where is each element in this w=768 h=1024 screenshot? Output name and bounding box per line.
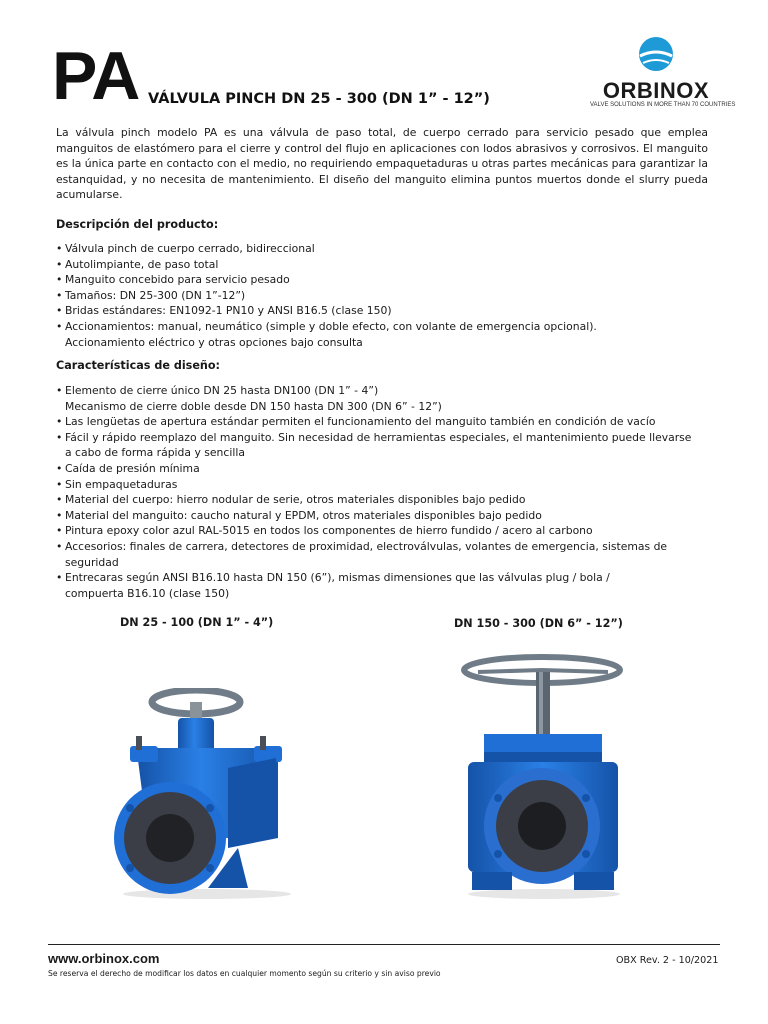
list-item: • Sin empaquetaduras	[56, 477, 711, 493]
large-pinch-valve-image	[458, 650, 630, 900]
large-valve-caption: DN 150 - 300 (DN 6” - 12”)	[454, 617, 623, 630]
website-link[interactable]: www.orbinox.com	[48, 951, 160, 966]
list-item: • Material del cuerpo: hierro nodular de serie, otros materiales disponibles bajo pedido	[56, 492, 711, 508]
list-item: • Manguito concebido para servicio pesado	[56, 272, 711, 288]
intro-paragraph: La válvula pinch modelo PA es una válvula de paso total, de cuerpo cerrado para servicio pesado que emplea manguitos de elastómero para el cierre y control del flujo en aplicaciones con lodos abrasivos y corrosivos. El manguito es la única parte en contacto con el medio, no requiriendo empaquetaduras u otras partes mecánicas para garantizar la estanquidad, y no necesita de mantenimiento. El diseño del manguito elimina puntos muertos donde el slurry pueda acumularse.	[56, 126, 708, 202]
small-valve-caption: DN 25 - 100 (DN 1” - 4”)	[120, 616, 274, 629]
list-item: • Accesorios: finales de carrera, detectores de proximidad, electroválvulas, volantes de emergencia, sistemas de seguridad	[56, 539, 711, 570]
product-description-list	[56, 241, 711, 350]
list-item: • Bridas estándares: EN1092-1 PN10 y ANSI B16.5 (clase 150)	[56, 303, 711, 319]
list-item: • Tamaños: DN 25-300 (DN 1”-12”)	[56, 288, 711, 304]
list-item: • Las lengüetas de apertura estándar permiten el funcionamiento del manguito también en condición de vacío	[56, 414, 711, 430]
list-item: • Elemento de cierre único DN 25 hasta DN100 (DN 1” - 4”) Mecanismo de cierre doble desde DN 150 hasta DN 300 (DN 6” - 12”)	[56, 383, 711, 414]
disclaimer-note: Se reserva el derecho de modificar los datos en cualquier momento según su criterio y sin aviso previo	[48, 969, 441, 978]
list-item: • Válvula pinch de cuerpo cerrado, bidireccional	[56, 241, 711, 257]
list-item: • Accionamientos: manual, neumático (simple y doble efecto, con volante de emergencia opcional). Accionamiento eléctrico y otras opciones bajo consulta	[56, 319, 711, 350]
design-features-heading: Características de diseño:	[56, 359, 221, 372]
document-title: VÁLVULA PINCH DN 25 - 300 (DN 1” - 12”)	[148, 91, 490, 107]
model-code: PA	[52, 38, 140, 114]
logo-tagline: VALVE SOLUTIONS IN MORE THAN 70 COUNTRIES	[590, 102, 736, 108]
list-item: • Pintura epoxy color azul RAL-5015 en todos los componentes de hierro fundido / acero al carbono	[56, 523, 711, 539]
list-item: • Fácil y rápido reemplazo del manguito. Sin necesidad de herramientas especiales, el mantenimiento puede llevarse a cabo de forma rápida y sencilla	[56, 430, 711, 461]
product-description-heading: Descripción del producto:	[56, 218, 219, 231]
design-features-list	[56, 383, 711, 601]
list-item: • Autolimpiante, de paso total	[56, 257, 711, 273]
list-item: • Entrecaras según ANSI B16.10 hasta DN 150 (6”), mismas dimensiones que las válvulas plug / bola / compuerta B16.10 (clase 150)	[56, 570, 711, 601]
small-pinch-valve-image	[108, 688, 306, 900]
list-item: • Caída de presión mínima	[56, 461, 711, 477]
footer-divider	[48, 944, 720, 945]
revision-label: OBX Rev. 2 - 10/2021	[616, 955, 719, 966]
logo-wordmark: ORBINOX	[602, 78, 710, 103]
orbinox-logo	[590, 36, 736, 110]
logo-globe-icon	[638, 36, 674, 76]
list-item: • Material del manguito: caucho natural y EPDM, otros materiales disponibles bajo pedido	[56, 508, 711, 524]
